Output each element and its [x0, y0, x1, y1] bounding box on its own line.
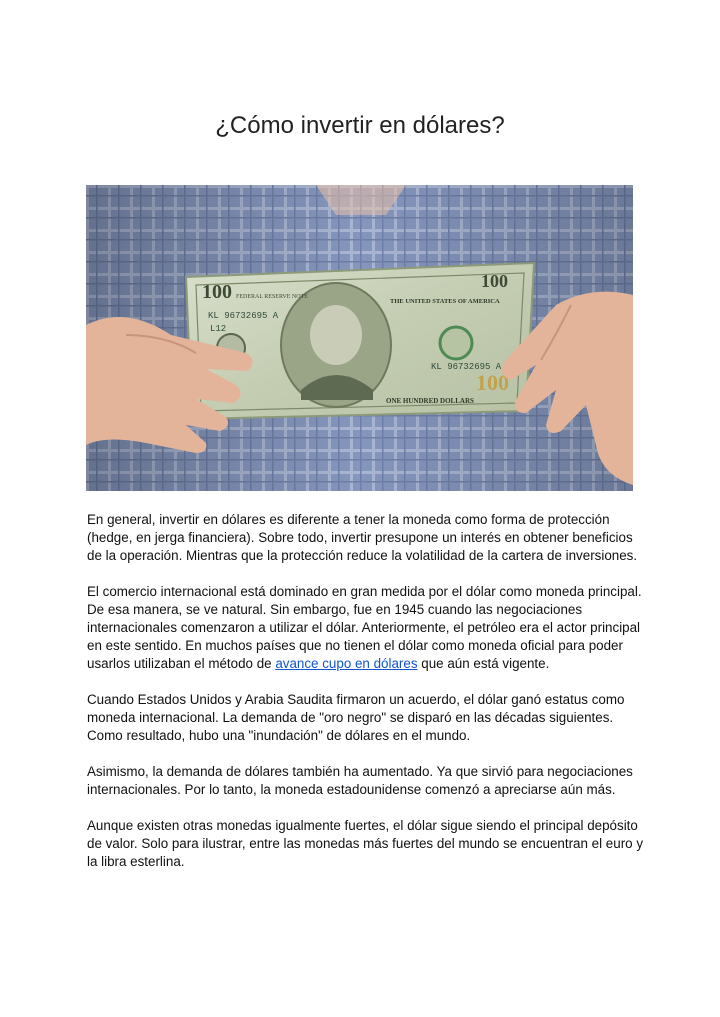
bill-serial-bottom: KL 96732695 A: [431, 362, 502, 372]
paragraph-2: [87, 583, 647, 673]
bill-denomination-bottom-right: 100: [476, 370, 509, 395]
document-title: ¿Cómo invertir en dólares?: [215, 112, 505, 139]
bill-serial-top: KL 96732695 A: [208, 311, 279, 321]
bill-country-text: THE UNITED STATES OF AMERICA: [390, 298, 500, 305]
paragraph-2-text-after-link: que aún está vigente.: [417, 656, 550, 671]
paragraph-1: En general, invertir en dólares es diferente a tener la moneda como forma de protección (hedge, en jerga financiera). Sobre todo, invertir presupone un interés en obtener beneficios de la operación. Mientras que la protección reduce la volatilidad de la cartera de inversiones.: [87, 512, 638, 563]
paragraph-4: Asimismo, la demanda de dólares también ha aumentado. Ya que sirvió para negociaciones internacionales. Por lo tanto, la moneda estadounidense comenzó a apreciarse aún más.: [87, 764, 633, 797]
avance-cupo-link[interactable]: avance cupo en dólares: [275, 656, 418, 671]
bill-code: L12: [210, 324, 227, 334]
article-body: [87, 511, 647, 889]
paragraph-5: Aunque existen otras monedas igualmente fuertes, el dólar sigue siendo el principal depósito de valor. Solo para ilustrar, entre las monedas más fuertes del mundo se encuentran el euro y la libra esterlina.: [87, 818, 644, 869]
paragraph-2-text-before-link: El comercio internacional está dominado en gran medida por el dólar como moneda principal. De esa manera, se ve natural. Sin embargo, fue en 1945 cuando las negociaciones internacionales comenzaron a utilizar el dólar. Anteriormente, el petróleo era el actor principal en este sentido. En muchos países que no tienen el dólar como moneda oficial para poder usarlos utilizaban el método de: [87, 584, 642, 671]
bill-header-text: FEDERAL RESERVE NOTE: [236, 294, 308, 300]
bill-denomination-top-right: 100: [481, 271, 508, 291]
paragraph-3: Cuando Estados Unidos y Arabia Saudita firmaron un acuerdo, el dólar ganó estatus como moneda internacional. La demanda de "oro negro" se disparó en las décadas siguientes. Como resultado, hubo una "inundación" de dólares en el mundo.: [87, 692, 625, 743]
bill-footer-text: ONE HUNDRED DOLLARS: [386, 397, 474, 405]
bill-denomination-top-left: 100: [202, 281, 232, 303]
hero-photo-dollar-bill: [86, 185, 633, 491]
